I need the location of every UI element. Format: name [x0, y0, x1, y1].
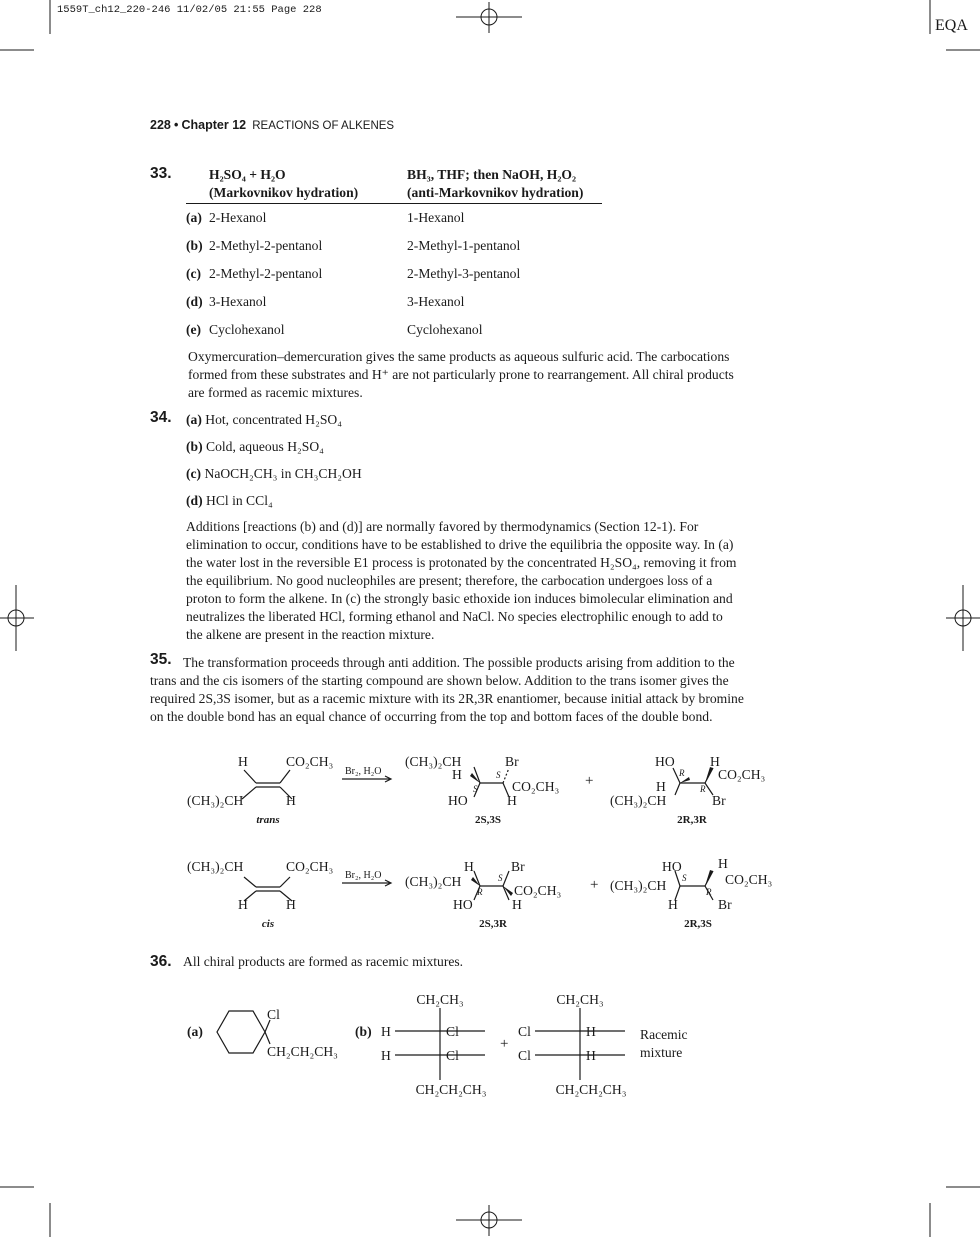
problem-34-number: 34.	[150, 409, 172, 426]
fischer-2-r1l: Cl	[518, 1024, 531, 1039]
cis-reactant-br: H	[286, 897, 296, 912]
fischer-1-r2r: Cl	[446, 1048, 459, 1063]
cis-p1-g3: (CH₃)₂CH	[405, 874, 462, 889]
trans-p2-c2: R	[700, 784, 706, 794]
trans-reactant-br: H	[286, 793, 296, 808]
list-item: (a) Hot, concentrated H₂SO₄	[186, 412, 342, 427]
part-a-chain: CH₂CH₂CH₃	[267, 1044, 338, 1059]
part-b-plus: +	[500, 1036, 509, 1052]
chapter-title: REACTIONS OF ALKENES	[252, 120, 395, 132]
table-row: Cyclohexanol	[407, 322, 483, 337]
problem-36-text: All chiral products are formed as racemic mixtures.	[183, 954, 464, 969]
cis-p2-c2: R	[706, 887, 712, 897]
cis-p1-c2: S	[498, 873, 503, 883]
reagent-2: Br₂, H₂O	[345, 870, 382, 881]
fischer-2-bottom: CH₂CH₂CH₃	[555, 1082, 627, 1097]
trans-p1-c2: S	[496, 770, 501, 780]
table-labels: (a) (b) (c) (d) (e)	[186, 210, 203, 337]
reagent-1: Br₂, H₂O	[345, 766, 382, 777]
table-row: 2-Methyl-3-pentanol	[407, 266, 521, 281]
problem-35-paragraph: The transformation proceeds through anti addition. The possible products arising from addition to the trans and the cis isomers of the starting compound are shown below. Addition to the trans isomer gives the required 2S,3S isomer, but as a racemic mixture with its 2R,3R enantiomer, because initial attack by bromine on the double bond has an equal chance of occurring from the top and bottom faces of the double bond.	[150, 655, 744, 724]
table-row: 3-Hexanol	[407, 294, 465, 309]
trans-p1-g6: H	[507, 793, 517, 808]
cis-p1-g5: HO	[453, 897, 473, 912]
trans-p1-c1: S	[473, 784, 478, 794]
fischer-2-r2r: H	[586, 1048, 596, 1063]
cis-p2-g4: CO₂CH₃	[725, 872, 773, 887]
chapter-label: Chapter 12	[181, 118, 247, 132]
table-row: 2-Methyl-2-pentanol	[209, 238, 323, 253]
trans-p2-name: 2R,3R	[677, 814, 707, 826]
fischer-1-r2l: H	[381, 1048, 391, 1063]
trans-p1-g3: H	[452, 767, 462, 782]
cis-p1-g1: H	[464, 859, 474, 874]
fischer-2-r2l: Cl	[518, 1048, 531, 1063]
trans-p2-g2: H	[710, 754, 720, 769]
header-bullet: •	[173, 118, 179, 132]
trans-reactant-tl: H	[238, 754, 248, 769]
cis-p2-g1: HO	[662, 859, 682, 874]
corner-tag: EQA	[935, 17, 968, 34]
trans-p2-g6: Br	[712, 793, 726, 808]
cis-p2-c1: S	[682, 873, 687, 883]
trans-p2-g4: CO₂CH₃	[718, 767, 766, 782]
table-header-col2: BH₃, THF; then NaOH, H₂O₂ (anti-Markovnikov hydration)	[407, 167, 584, 200]
table-row: 2-Hexanol	[209, 210, 267, 225]
trans-p1-g1: (CH₃)₂CH	[405, 754, 462, 769]
problem-35-number: 35.	[150, 651, 172, 668]
trans-p1-name: 2S,3S	[475, 814, 501, 826]
cis-p1-c1: R	[477, 887, 483, 897]
fischer-2-r1r: H	[586, 1024, 596, 1039]
list-item: (b) Cold, aqueous H₂SO₄	[186, 439, 324, 454]
racemic-note-2: mixture	[640, 1045, 683, 1060]
list-item: (d) HCl in CCl₄	[186, 493, 273, 508]
cis-p1-g6: H	[512, 897, 522, 912]
part-a-cl: Cl	[267, 1007, 280, 1022]
table-row: 3-Hexanol	[209, 294, 267, 309]
racemic-note-1: Racemic	[640, 1027, 688, 1042]
trans-label: trans	[256, 814, 280, 826]
cis-plus: +	[590, 877, 599, 893]
cis-p2-g3: (CH₃)₂CH	[610, 878, 667, 893]
trans-reactant-tr: CO₂CH₃	[286, 754, 334, 769]
cis-p2-g2: H	[718, 856, 728, 871]
cis-p2-g5: H	[668, 897, 678, 912]
trans-p2-g3: H	[656, 779, 666, 794]
trans-p1-g5: HO	[448, 793, 468, 808]
trans-reactant-bl: (CH₃)₂CH	[187, 793, 244, 808]
cis-label: cis	[261, 918, 275, 930]
trans-p1-g4: CO₂CH₃	[512, 779, 560, 794]
page-number: 228	[150, 118, 171, 132]
trans-p2-c1: R	[679, 768, 685, 778]
fischer-1-r1r: Cl	[446, 1024, 459, 1039]
part-a-label: (a)	[187, 1024, 203, 1039]
print-slug: 1559T_ch12_220-246 11/02/05 21:55 Page 228	[57, 4, 322, 16]
cis-p2-g6: Br	[718, 897, 732, 912]
cis-reactant-tl: (CH₃)₂CH	[187, 859, 244, 874]
table-row: 2-Methyl-2-pentanol	[209, 266, 323, 281]
part-b-label: (b)	[355, 1024, 372, 1039]
cis-p1-name: 2S,3R	[479, 918, 507, 930]
fischer-1-top: CH₂CH₃	[416, 992, 464, 1007]
problem-33-number: 33.	[150, 165, 172, 182]
problem-34-paragraph: Additions [reactions (b) and (d)] are normally favored by thermodynamics (Section 12-1). For elimination to occur, conditions have to be established to drive the equilibria the opposite way. In (a) the water lost in the reversible E1 process is protonated by the concentrated H₂SO₄, removing it from the equilibrium. No good nucleophiles are present; therefore, the carbocation undergoes loss of a proton to form the alkene. In (c) the strongly basic ethoxide ion induces bimolecular elimination and neutralizes the liberated HCl, forming ethanol and NaCl. No species electrophilic enough to add to the alkene are present in the reaction mixture.	[186, 519, 737, 642]
trans-p1-g2: Br	[505, 754, 519, 769]
cis-p1-g2: Br	[511, 859, 525, 874]
trans-plus: +	[585, 773, 594, 789]
fischer-1-r1l: H	[381, 1024, 391, 1039]
list-item: (c) NaOCH₂CH₃ in CH₃CH₂OH	[186, 466, 362, 481]
fischer-1-bottom: CH₂CH₂CH₃	[415, 1082, 487, 1097]
cis-reactant-tr: CO₂CH₃	[286, 859, 334, 874]
fischer-2-top: CH₂CH₃	[556, 992, 604, 1007]
table-row: Cyclohexanol	[209, 322, 285, 337]
trans-p2-g1: HO	[655, 754, 675, 769]
cis-p2-name: 2R,3S	[684, 918, 712, 930]
problem-36-number: 36.	[150, 953, 172, 970]
problem-33-note: Oxymercuration–demercuration gives the same products as aqueous sulfuric acid. The carbocations formed from these substrates and H⁺ are not particularly prone to rearrangement. All chiral products are formed as racemic mixtures.	[188, 349, 734, 400]
cis-p1-g4: CO₂CH₃	[514, 883, 562, 898]
table-header-col1: H₂SO₄ + H₂O (Markovnikov hydration)	[209, 167, 359, 200]
table-row: 2-Methyl-1-pentanol	[407, 238, 521, 253]
cis-reactant-bl: H	[238, 897, 248, 912]
table-row: 1-Hexanol	[407, 210, 465, 225]
trans-p2-g5: (CH₃)₂CH	[610, 793, 667, 808]
